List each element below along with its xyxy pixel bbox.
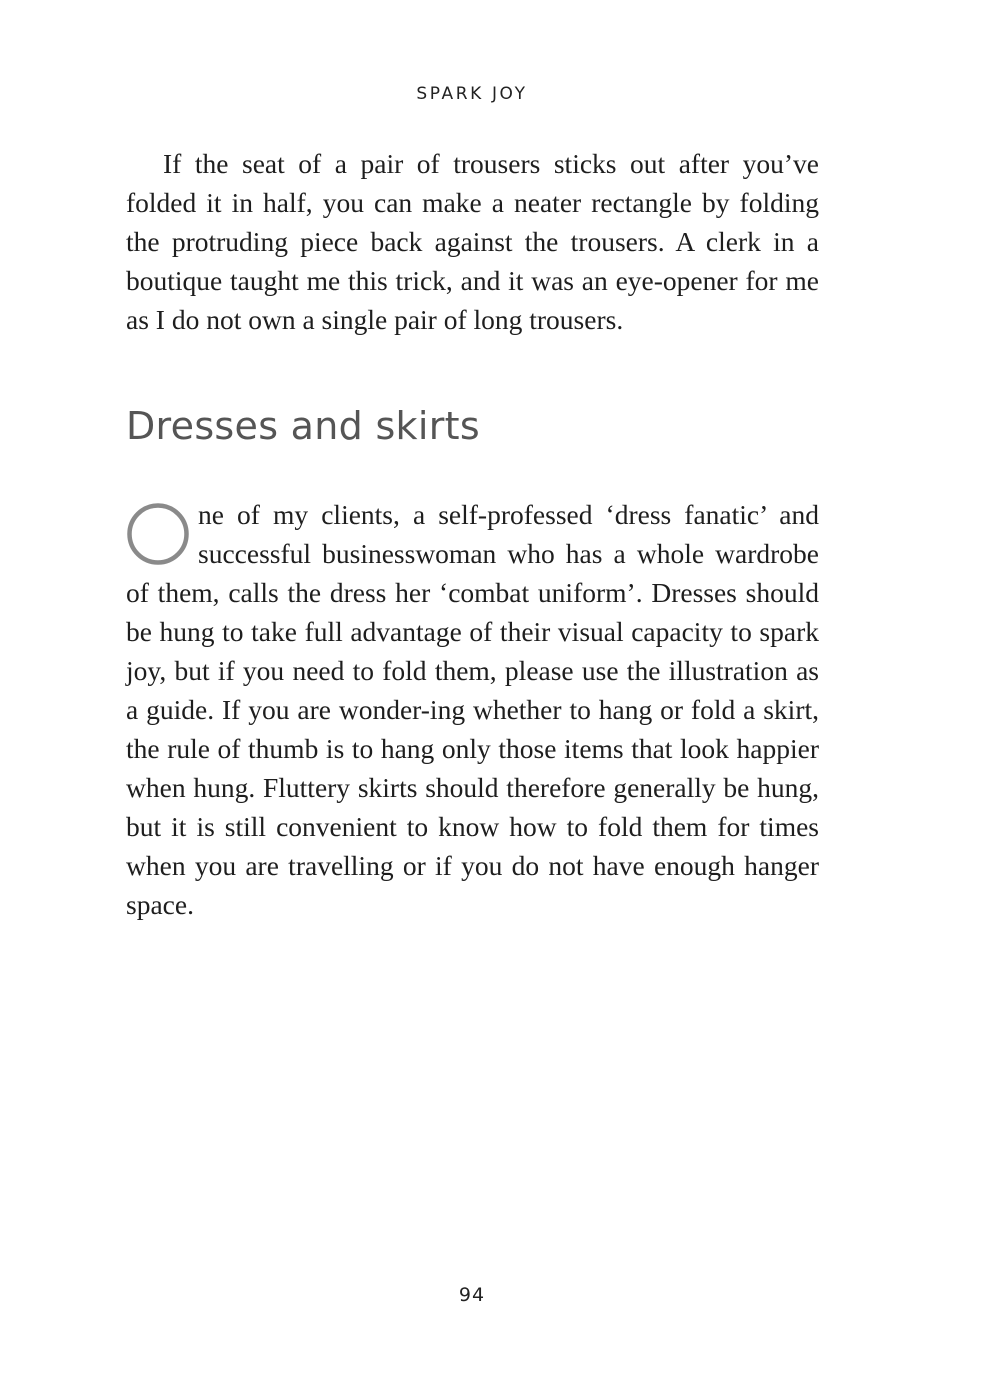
drop-cap-letter (126, 566, 127, 567)
paragraph-dresses (126, 495, 819, 924)
drop-cap (126, 502, 190, 566)
page-number: 94 (458, 1284, 486, 1306)
drop-cap-o-glyph (126, 502, 190, 566)
section-heading: Dresses and skirts (126, 404, 480, 448)
paragraph-trousers: If the seat of a pair of trousers sticks out after you’ve folded it in half, you can make a neater rectangle by folding the protruding piece back against the trousers. A clerk in a boutique taught me this trick, and it was an eye-opener for me as I do not own a single pair of long trousers. (126, 148, 819, 335)
paragraph-dresses-text: ne of my clients, a self-professed ‘dress fanatic’ and successful businesswoman who has a whole wardrobe of them, calls the dress her ‘combat uniform’. Dresses should be hung to take full advantage of their visual capacity to spark joy, but if you need to fold them, please use the illustration as a guide. If you are wonder-ing whether to hang or fold a skirt, the rule of thumb is to hang only those items that look happier when hung. Fluttery skirts should therefore generally be hung, but it is still convenient to know how to fold them for times when you are travelling or if you do not have enough hanger space. (126, 499, 819, 920)
running-head: SPARK JOY (416, 84, 528, 104)
